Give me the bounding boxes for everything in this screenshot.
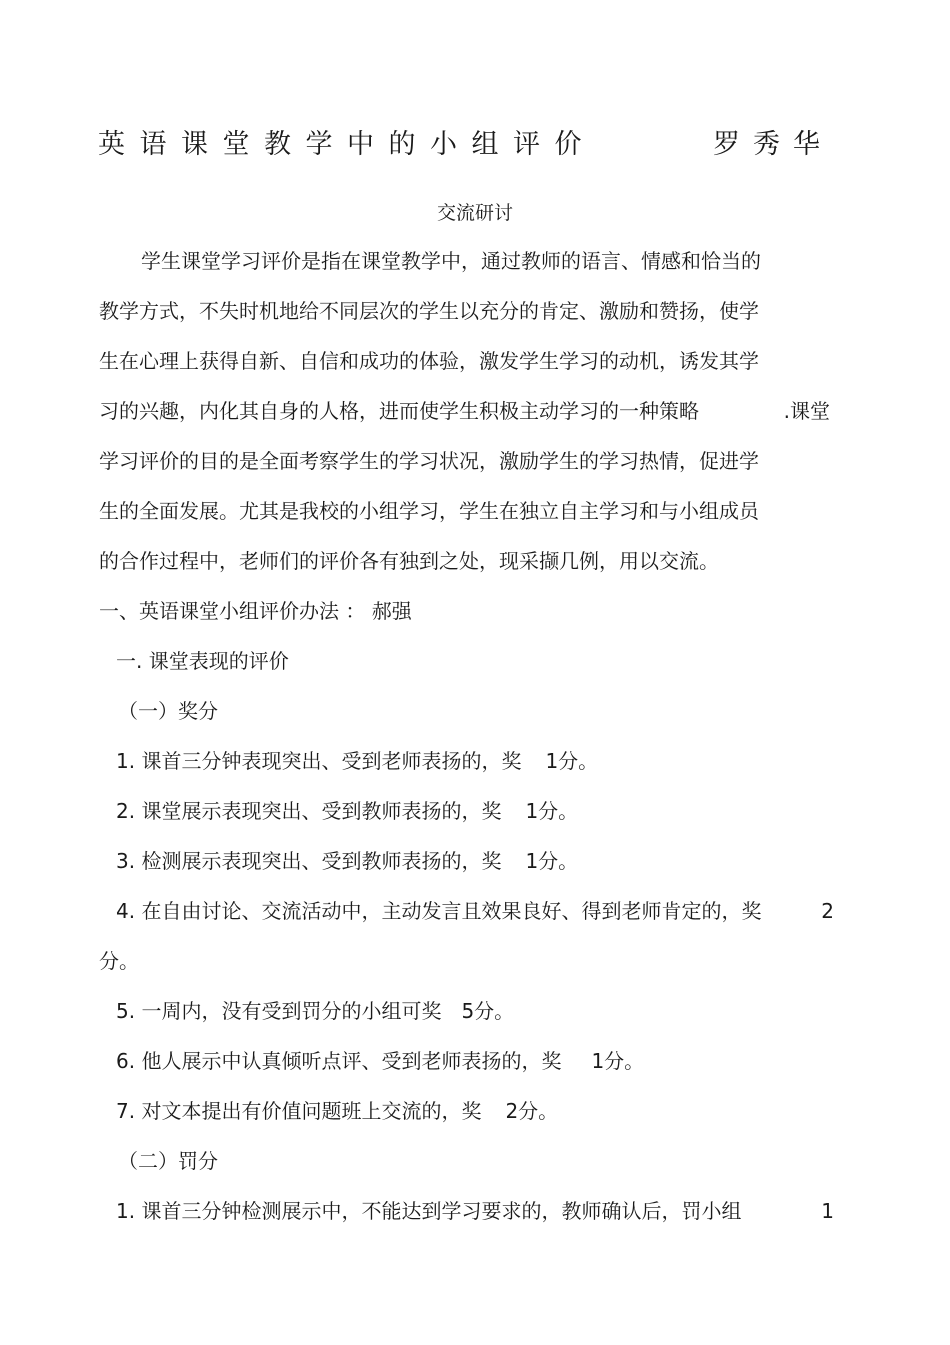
reward-item-points: 2分。 bbox=[505, 1099, 559, 1123]
intro-line-text: 习的兴趣，内化其自身的人格，进而使学生积极主动学习的一种策略 bbox=[99, 399, 699, 423]
reward-item-points: 1分。 bbox=[525, 849, 579, 873]
intro-line: 教学方式，不失时机地给不同层次的学生以充分的肯定、激励和赞扬，使学 bbox=[99, 299, 759, 323]
reward-item-text: 6. 他人展示中认真倾听点评、受到老师表扬的，奖 bbox=[116, 1049, 562, 1073]
reward-item bbox=[116, 1098, 558, 1124]
reward-item bbox=[116, 898, 834, 924]
reward-item bbox=[116, 998, 514, 1024]
intro-line: 学生课堂学习评价是指在课堂教学中，通过教师的语言、情感和恰当的 bbox=[141, 249, 761, 273]
sub-heading: 一. 课堂表现的评价 bbox=[116, 649, 289, 673]
section-heading: 一、英语课堂小组评价办法 ： 郝强 bbox=[99, 599, 412, 623]
title-main: 英语课堂教学中的小组评价 bbox=[98, 129, 596, 160]
reward-heading: （一）奖分 bbox=[118, 699, 218, 723]
reward-item-continuation: 分。 bbox=[99, 949, 139, 973]
reward-item bbox=[116, 748, 598, 774]
document-subtitle: 交流研讨 bbox=[436, 202, 513, 224]
penalty-item bbox=[116, 1198, 834, 1224]
reward-item-text: 2. 课堂展示表现突出、受到教师表扬的，奖 bbox=[116, 799, 502, 823]
reward-item-text: 3. 检测展示表现突出、受到教师表扬的，奖 bbox=[116, 849, 502, 873]
reward-item-text: 4. 在自由讨论、交流活动中，主动发言且效果良好、得到老师肯定的，奖 bbox=[116, 899, 762, 923]
reward-item-text: 5. 一周内，没有受到罚分的小组可奖 bbox=[116, 999, 442, 1023]
reward-item bbox=[116, 848, 578, 874]
intro-line bbox=[99, 398, 830, 424]
penalty-item-text: 1. 课首三分钟检测展示中，不能达到学习要求的，教师确认后，罚小组 bbox=[116, 1199, 742, 1223]
penalty-item-points: 1 bbox=[821, 1199, 834, 1223]
intro-line: 生的全面发展。尤其是我校的小组学习，学生在独立自主学习和与小组成员 bbox=[99, 499, 759, 523]
intro-line-tail: .课堂 bbox=[783, 399, 830, 423]
reward-item-points: 1分。 bbox=[525, 799, 579, 823]
reward-item bbox=[116, 798, 578, 824]
title-author: 罗秀华 bbox=[713, 129, 833, 160]
reward-item-points: 2 bbox=[821, 899, 834, 923]
reward-item bbox=[116, 1048, 644, 1074]
reward-item-points: 1分。 bbox=[591, 1049, 645, 1073]
intro-line: 的合作过程中，老师们的评价各有独到之处，现采撷几例，用以交流。 bbox=[99, 549, 719, 573]
document-title bbox=[98, 128, 833, 162]
reward-item-text: 1. 课首三分钟表现突出、受到老师表扬的，奖 bbox=[116, 749, 522, 773]
intro-line: 学习评价的目的是全面考察学生的学习状况，激励学生的学习热情，促进学 bbox=[99, 449, 759, 473]
reward-item-points: 1分。 bbox=[545, 749, 599, 773]
intro-line: 生在心理上获得自新、自信和成功的体验，激发学生学习的动机，诱发其学 bbox=[99, 349, 759, 373]
penalty-heading: （二）罚分 bbox=[118, 1149, 218, 1173]
reward-item-points: 5分。 bbox=[461, 999, 515, 1023]
reward-item-text: 7. 对文本提出有价值问题班上交流的，奖 bbox=[116, 1099, 482, 1123]
